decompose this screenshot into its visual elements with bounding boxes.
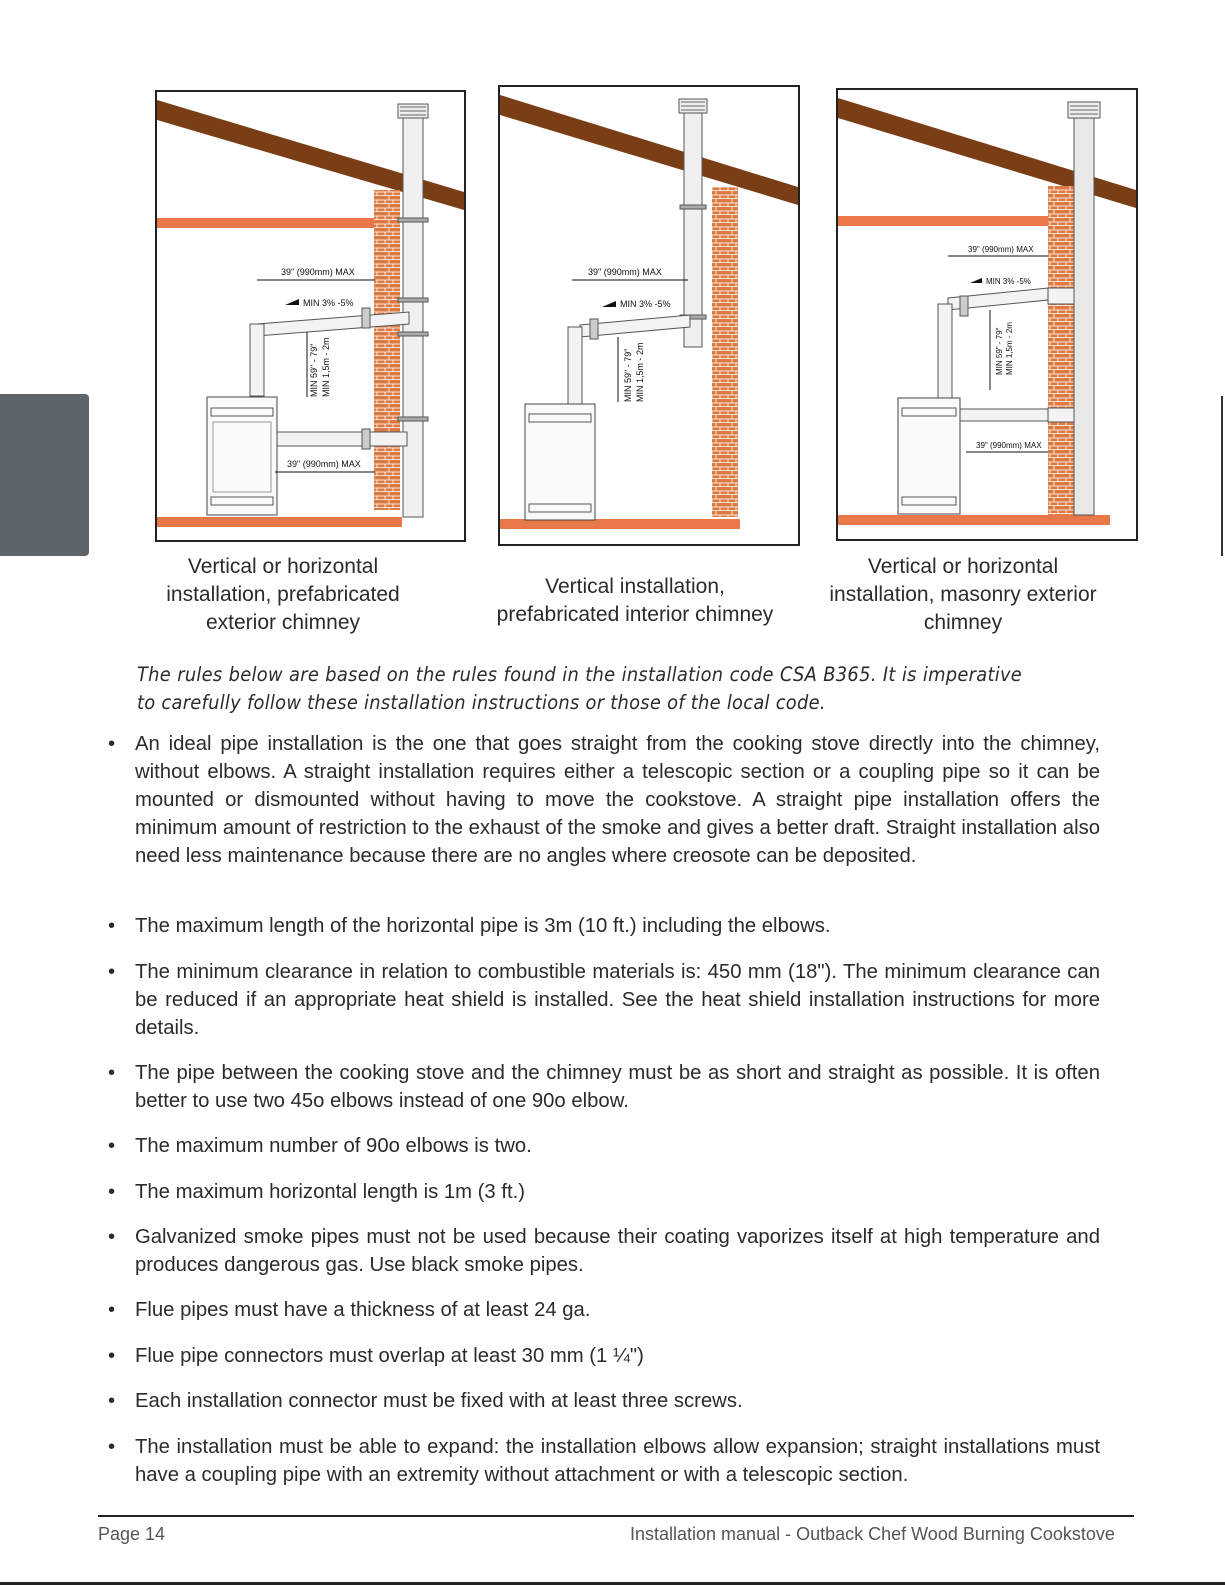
bullet-item: • The pipe between the cooking stove and the chimney must be as short and straight as possible. It is often better to use two 45o elbows instead of one 90o elbow. [108, 1062, 1100, 1112]
bullet-item: • The maximum length of the horizontal pipe is 3m (10 ft.) including the elbows. [108, 915, 831, 937]
footer-title: Installation manual - Outback Chef Wood Burning Cookstove [630, 1524, 1115, 1544]
diagram-interior-prefab [500, 87, 798, 544]
bullet-item: • The maximum horizontal length is 1m (3 ft.) [108, 1181, 525, 1203]
bullet-item: • Flue pipe connectors must overlap at least 30 mm (1 ¼") [108, 1345, 644, 1367]
figure-masonry-exterior [836, 88, 1138, 541]
section-tab [0, 394, 89, 556]
dim-bottom-max: 39" (990mm) MAX [287, 459, 361, 469]
diagram-exterior-prefab [157, 92, 464, 540]
caption-exterior-prefab: Vertical or horizontal installation, prefabricated exterior chimney [166, 555, 400, 634]
dim-height-2: MIN 1,5m - 2m [1005, 322, 1014, 375]
page-number: Page 14 [98, 1524, 166, 1544]
dim-bottom-max: 39" (990mm) MAX [976, 441, 1042, 450]
bullet-item: • The maximum number of 90o elbows is two. [108, 1135, 532, 1157]
diagram-masonry-exterior [838, 90, 1136, 539]
dim-height-2: MIN 1,5m - 2m [635, 342, 645, 402]
dim-height-2: MIN 1,5m - 2m [321, 337, 331, 397]
dim-height-1: MIN 59" - 79" [995, 327, 1004, 375]
intro-paragraph: The rules below are based on the rules found in the installation code CSA B365. It is imperative to carefully follow these installation instructions or those of the local code. [137, 663, 1023, 714]
dim-height-1: MIN 59" - 79" [309, 343, 319, 397]
dim-slope: MIN 3% -5% [620, 299, 671, 309]
margin-mark [1221, 396, 1223, 556]
bullet-item: • An ideal pipe installation is the one that goes straight from the cooking stove directly into the chimney, without elbows. A straight installation requires either a telescopic section or a coupling pipe so it can be mounted or dismounted without having to move the cookstove. A straight pipe installation offers the minimum amount of restriction to the exhaust of the smoke and gives a better draft. Straight installation also need less maintenance because there are no angles where creosote can be deposited. [108, 733, 1100, 867]
bullet-item: • The installation must be able to expand: the installation elbows allow expansion; straight installations must have a coupling pipe with an extremity without attachment or with a telescopic section. [108, 1436, 1100, 1486]
dim-slope: MIN 3% -5% [303, 298, 354, 308]
dim-height-1: MIN 59" - 79" [623, 348, 633, 402]
dim-top-max: 39" (990mm) MAX [588, 267, 662, 277]
bullet-item: • The minimum clearance in relation to combustible materials is: 450 mm (18"). The minimum clearance can be reduced if an appropriate heat shield is installed. See the heat shield installation instructions for more details. [108, 961, 1100, 1039]
bullet-item: • Each installation connector must be fixed with at least three screws. [108, 1390, 743, 1412]
caption-interior-prefab: Vertical installation, prefabricated interior chimney [496, 575, 774, 626]
bullet-item: • Flue pipes must have a thickness of at least 24 ga. [108, 1299, 591, 1321]
dim-top-max: 39" (990mm) MAX [281, 267, 355, 277]
dim-slope: MIN 3% -5% [986, 277, 1031, 286]
caption-masonry-exterior: Vertical or horizontal installation, masonry exterior chimney [829, 555, 1097, 634]
dim-top-max: 39" (990mm) MAX [968, 245, 1034, 254]
figure-interior-prefab [498, 85, 800, 546]
footer-rule [98, 1515, 1134, 1517]
figure-exterior-prefab [155, 90, 466, 542]
bullet-item: • Galvanized smoke pipes must not be used because their coating vaporizes itself at high temperature and produces dangerous gas. Use black smoke pipes. [108, 1226, 1100, 1276]
